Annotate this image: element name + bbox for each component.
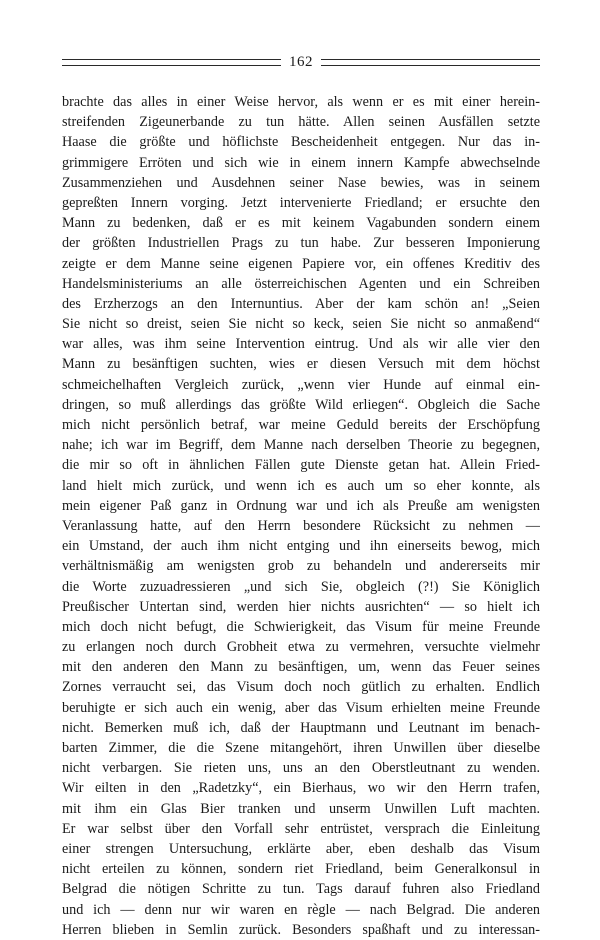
text-line: mein eigener Paß ganz in Ordnung war und ich als Preuße am wenigsten (62, 497, 540, 514)
text-line: des Erzherzogs an den Internuntius. Aber der kam schön an! „Seien (62, 295, 540, 312)
text-line: Preußischer Untertan sind, werden hier nichts ausrichten“ — so hielt ich (62, 598, 540, 615)
text-line: beruhigte er sich auch ein wenig, aber das Visum erhielten meine Freunde (62, 699, 540, 716)
text-line: Belgrad die nötigen Schritte zu tun. Tags darauf fuhren also Friedland (62, 881, 540, 898)
text-line: Wir eilten in den „Radetzky“, ein Bierhaus, wo wir den Herrn trafen, (62, 780, 540, 797)
text-line: war alles, was ihm seine Intervention eintrug. Und als wir alle vier den (62, 336, 540, 353)
text-line: Veranlassung hatte, auf den Herrn besondere Rücksicht zu nehmen — (62, 517, 540, 534)
text-line: mich doch nicht befugt, die Schwierigkeit, das Visum für meine Freunde (62, 618, 540, 635)
text-line: der größten Industriellen Prags zu tun habe. Zur besseren Imponierung (62, 235, 540, 252)
page-number: 162 (289, 53, 313, 70)
text-line: mich nicht persönlich betraf, war meine Geduld bereits der Erschöpfung (62, 417, 540, 433)
text-line: Sie nicht so dreist, seien Sie nicht so keck, seien Sie nicht so anmaßend“ (62, 316, 540, 333)
text-line: verhältnismäßig am wenigsten grob zu behandeln und andererseits mir (62, 558, 540, 575)
text-line: dringen, so muß allerdings das größte Wild erliegen“. Obgleich die Sache (62, 396, 540, 413)
header-rule-left (62, 59, 281, 66)
text-line: Herren blieben in Semlin zurück. Besonders spaßhaft und zu interessan- (62, 921, 540, 938)
text-line: die mir so oft in ähnlichen Fällen gute Dienste getan hat. Allein Fried- (62, 457, 540, 474)
text-line: schmeichelhaften Vergleich zurück, „wenn vier Hunde auf einmal ein- (62, 376, 540, 393)
text-line: mit ihm ein Glas Bier tranken und unserm Unwillen Luft machten. (62, 800, 540, 817)
body-text (62, 92, 540, 940)
text-line: brachte das alles in einer Weise hervor, als wenn er es mit einer herein- (62, 94, 540, 110)
text-line: streifenden Zigeunerbande zu tun hätte. Allen seinen Ausfällen setzte (62, 114, 540, 131)
text-line: und ich — denn nur wir waren en règle — nach Belgrad. Die anderen (62, 901, 540, 918)
header-rule-right (321, 59, 540, 66)
text-line: Handelsministeriums an alle österreichischen Agenten und ein Schreiben (62, 275, 540, 292)
text-line: nicht. Bemerken muß ich, daß der Hauptmann und Leutnant im benach- (62, 719, 540, 736)
page-header (62, 52, 540, 72)
text-line: Zornes verraucht sei, das Visum doch noch gütlich zu erhalten. Endlich (62, 679, 540, 696)
text-line: nicht erteilen zu können, sondern riet Friedland, beim Generalkonsul in (62, 861, 540, 878)
text-line: einer strengen Untersuchung, erklärte aber, eben deshalb das Visum (62, 840, 540, 857)
text-line: grimmigere Erröten und sich wie in einem innern Kampfe abwechselnde (62, 154, 540, 171)
text-line: Mann zu bedenken, daß er es mit keinem Vagabunden sondern einem (62, 215, 540, 232)
text-line: gepreßten Innern vorging. Jetzt intervenierte Friedland; er ersuchte den (62, 194, 540, 211)
text-line: Mann zu besänftigen suchten, wies er diesen Versuch mit dem höchst (62, 356, 540, 373)
text-line: Er war selbst über den Vorfall sehr entrüstet, versprach die Einleitung (62, 820, 540, 837)
text-line: zeigte er dem Manne seine eigenen Papiere vor, ein offenes Kreditiv des (62, 255, 540, 272)
text-line: zu erlangen noch durch Grobheit etwa zu vermehren, versuchte vielmehr (62, 639, 540, 656)
text-line: Zusammenziehen und Ausdehnen seiner Nase bewies, was in seinem (62, 174, 540, 191)
text-line: die Worte zuzuadressieren „und sich Sie, obgleich (?!) Sie Königlich (62, 578, 540, 595)
text-line: land hielt mich zurück, und wenn ich es auch um so eher konnte, als (62, 477, 540, 494)
text-line: Haase die größte und höflichste Bescheidenheit entgegen. Nur das in- (62, 134, 540, 151)
text-line: mit den anderen den Mann zu besänftigen, um, wenn das Feuer seines (62, 659, 540, 676)
text-line: nicht verbargen. Sie rieten uns, uns an den Oberstleutnant zu wenden. (62, 760, 540, 777)
text-line: ein Umstand, der auch ihm nicht entging und ihn einerseits bewog, mich (62, 538, 540, 555)
text-line: nahe; ich war im Begriff, dem Manne nach derselben Theorie zu begegnen, (62, 437, 540, 454)
text-line: barten Zimmer, die die Szene mitangehört, ihren Unwillen über dieselbe (62, 740, 540, 756)
